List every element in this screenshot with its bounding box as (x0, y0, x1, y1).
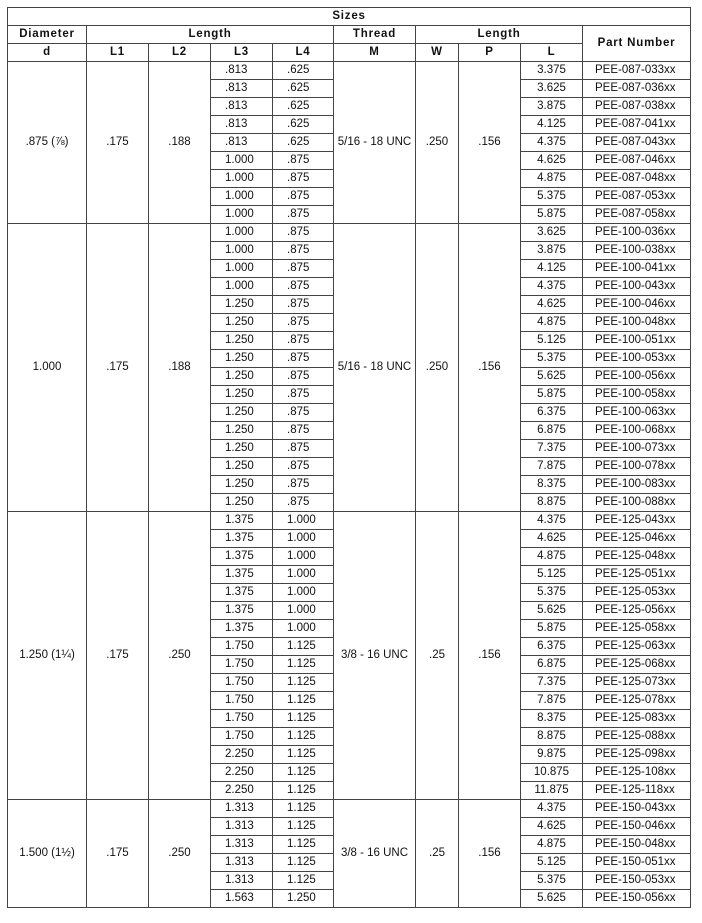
l-cell: 8.875 (521, 728, 583, 746)
l3-cell: 1.250 (211, 386, 273, 404)
l4-cell: .875 (273, 260, 334, 278)
l-cell: 3.875 (521, 242, 583, 260)
diameter-cell: 1.000 (8, 224, 87, 512)
part-number-cell: PEE-125-053xx (583, 584, 691, 602)
l-cell: 5.375 (521, 188, 583, 206)
thread-header: Thread (334, 26, 416, 44)
l-cell: 11.875 (521, 782, 583, 800)
sub-header-l2: L2 (149, 44, 211, 62)
l4-cell: .875 (273, 350, 334, 368)
l-cell: 5.125 (521, 566, 583, 584)
table-row (8, 512, 691, 530)
part-number-cell: PEE-150-048xx (583, 836, 691, 854)
l3-cell: 1.375 (211, 548, 273, 566)
l4-cell: .875 (273, 422, 334, 440)
l3-cell: 1.250 (211, 314, 273, 332)
thread-cell: 5/16 - 18 UNC (334, 224, 416, 512)
part-number-cell: PEE-087-058xx (583, 206, 691, 224)
table-row (8, 224, 691, 242)
l-cell: 4.125 (521, 260, 583, 278)
l3-cell: 2.250 (211, 782, 273, 800)
l-cell: 4.375 (521, 512, 583, 530)
w-cell: .250 (416, 62, 459, 224)
l-cell: 5.125 (521, 854, 583, 872)
l3-cell: 1.313 (211, 818, 273, 836)
l3-cell: 1.250 (211, 458, 273, 476)
sub-header-w: W (416, 44, 459, 62)
part-number-cell: PEE-125-048xx (583, 548, 691, 566)
l4-cell: 1.125 (273, 782, 334, 800)
l1-cell: .175 (87, 800, 149, 908)
l4-cell: 1.125 (273, 656, 334, 674)
part-number-cell: PEE-125-088xx (583, 728, 691, 746)
part-number-cell: PEE-150-056xx (583, 890, 691, 908)
l3-cell: 1.375 (211, 584, 273, 602)
part-number-cell: PEE-087-048xx (583, 170, 691, 188)
l3-cell: 1.250 (211, 476, 273, 494)
l4-cell: .875 (273, 278, 334, 296)
table-body (8, 62, 691, 908)
l3-cell: 1.750 (211, 692, 273, 710)
l-cell: 7.375 (521, 674, 583, 692)
l3-cell: 1.250 (211, 404, 273, 422)
l4-cell: .625 (273, 134, 334, 152)
l3-cell: 1.000 (211, 152, 273, 170)
l-cell: 6.875 (521, 656, 583, 674)
l3-cell: 1.375 (211, 620, 273, 638)
l-cell: 4.125 (521, 116, 583, 134)
part-number-cell: PEE-100-038xx (583, 242, 691, 260)
part-number-cell: PEE-125-083xx (583, 710, 691, 728)
w-cell: .25 (416, 512, 459, 800)
l-cell: 3.375 (521, 62, 583, 80)
thread-cell: 3/8 - 16 UNC (334, 512, 416, 800)
l4-cell: 1.125 (273, 710, 334, 728)
l-cell: 4.875 (521, 836, 583, 854)
l3-cell: 1.250 (211, 422, 273, 440)
part-number-cell: PEE-125-108xx (583, 764, 691, 782)
l3-cell: 1.313 (211, 872, 273, 890)
part-number-cell: PEE-150-051xx (583, 854, 691, 872)
l4-cell: .875 (273, 440, 334, 458)
l3-cell: .813 (211, 62, 273, 80)
l4-cell: 1.125 (273, 764, 334, 782)
part-number-cell: PEE-087-043xx (583, 134, 691, 152)
part-number-cell: PEE-150-043xx (583, 800, 691, 818)
l4-cell: .875 (273, 314, 334, 332)
part-number-cell: PEE-100-083xx (583, 476, 691, 494)
l-cell: 10.875 (521, 764, 583, 782)
l3-cell: .813 (211, 116, 273, 134)
l-cell: 4.375 (521, 278, 583, 296)
part-number-cell: PEE-125-073xx (583, 674, 691, 692)
p-cell: .156 (459, 62, 521, 224)
sub-header-m: M (334, 44, 416, 62)
l4-cell: .875 (273, 404, 334, 422)
l3-cell: .813 (211, 134, 273, 152)
l3-cell: 1.250 (211, 368, 273, 386)
l4-cell: 1.125 (273, 872, 334, 890)
table-header (8, 8, 691, 62)
sub-header-l1: L1 (87, 44, 149, 62)
l3-cell: 1.250 (211, 440, 273, 458)
part-number-cell: PEE-150-046xx (583, 818, 691, 836)
part-number-cell: PEE-125-063xx (583, 638, 691, 656)
part-number-header: Part Number (583, 26, 691, 62)
l3-cell: 1.375 (211, 602, 273, 620)
sub-header-l: L (521, 44, 583, 62)
length-left-header: Length (87, 26, 334, 44)
l3-cell: 1.250 (211, 332, 273, 350)
sub-header-l3: L3 (211, 44, 273, 62)
part-number-cell: PEE-100-048xx (583, 314, 691, 332)
sub-header-l4: L4 (273, 44, 334, 62)
part-number-cell: PEE-100-068xx (583, 422, 691, 440)
part-number-cell: PEE-100-056xx (583, 368, 691, 386)
table-row (8, 800, 691, 818)
l4-cell: .875 (273, 188, 334, 206)
part-number-cell: PEE-087-046xx (583, 152, 691, 170)
l3-cell: 1.313 (211, 836, 273, 854)
l-cell: 5.625 (521, 890, 583, 908)
p-cell: .156 (459, 512, 521, 800)
l3-cell: .813 (211, 98, 273, 116)
l-cell: 5.375 (521, 584, 583, 602)
l4-cell: 1.125 (273, 692, 334, 710)
sizes-table (7, 7, 691, 908)
l4-cell: 1.000 (273, 620, 334, 638)
l3-cell: 1.563 (211, 890, 273, 908)
l-cell: 4.625 (521, 152, 583, 170)
l-cell: 8.375 (521, 476, 583, 494)
l3-cell: 1.000 (211, 224, 273, 242)
l4-cell: .875 (273, 170, 334, 188)
l-cell: 8.875 (521, 494, 583, 512)
part-number-cell: PEE-100-073xx (583, 440, 691, 458)
l3-cell: 2.250 (211, 746, 273, 764)
l-cell: 5.875 (521, 206, 583, 224)
table-row (8, 62, 691, 80)
diameter-cell: 1.500 (1½) (8, 800, 87, 908)
l4-cell: 1.125 (273, 854, 334, 872)
l4-cell: .875 (273, 224, 334, 242)
part-number-cell: PEE-125-058xx (583, 620, 691, 638)
part-number-cell: PEE-125-098xx (583, 746, 691, 764)
w-cell: .25 (416, 800, 459, 908)
l-cell: 5.625 (521, 602, 583, 620)
l-cell: 4.875 (521, 548, 583, 566)
l3-cell: 1.250 (211, 494, 273, 512)
l4-cell: .875 (273, 458, 334, 476)
l4-cell: .875 (273, 386, 334, 404)
part-number-cell: PEE-100-053xx (583, 350, 691, 368)
part-number-cell: PEE-100-058xx (583, 386, 691, 404)
l1-cell: .175 (87, 512, 149, 800)
part-number-cell: PEE-125-078xx (583, 692, 691, 710)
l3-cell: 2.250 (211, 764, 273, 782)
length-right-header: Length (416, 26, 583, 44)
l4-cell: 1.000 (273, 584, 334, 602)
l4-cell: 1.125 (273, 746, 334, 764)
l3-cell: 1.000 (211, 206, 273, 224)
l4-cell: 1.250 (273, 890, 334, 908)
l4-cell: .875 (273, 242, 334, 260)
l-cell: 5.125 (521, 332, 583, 350)
l3-cell: 1.250 (211, 296, 273, 314)
l3-cell: 1.000 (211, 278, 273, 296)
l4-cell: .875 (273, 152, 334, 170)
l2-cell: .188 (149, 224, 211, 512)
l4-cell: 1.125 (273, 836, 334, 854)
part-number-cell: PEE-125-056xx (583, 602, 691, 620)
w-cell: .250 (416, 224, 459, 512)
l3-cell: 1.000 (211, 188, 273, 206)
l4-cell: 1.000 (273, 530, 334, 548)
l4-cell: 1.000 (273, 602, 334, 620)
part-number-cell: PEE-125-046xx (583, 530, 691, 548)
l-cell: 8.375 (521, 710, 583, 728)
l4-cell: .875 (273, 476, 334, 494)
thread-cell: 3/8 - 16 UNC (334, 800, 416, 908)
diameter-header: Diameter (8, 26, 87, 44)
l4-cell: .875 (273, 332, 334, 350)
l-cell: 4.375 (521, 800, 583, 818)
l4-cell: .625 (273, 62, 334, 80)
l3-cell: 1.375 (211, 512, 273, 530)
l-cell: 7.875 (521, 692, 583, 710)
part-number-cell: PEE-087-033xx (583, 62, 691, 80)
part-number-cell: PEE-087-041xx (583, 116, 691, 134)
l4-cell: 1.125 (273, 728, 334, 746)
l4-cell: .875 (273, 296, 334, 314)
l-cell: 6.875 (521, 422, 583, 440)
l4-cell: .625 (273, 116, 334, 134)
p-cell: .156 (459, 224, 521, 512)
l2-cell: .250 (149, 512, 211, 800)
part-number-cell: PEE-087-053xx (583, 188, 691, 206)
l1-cell: .175 (87, 62, 149, 224)
l3-cell: 1.750 (211, 674, 273, 692)
part-number-cell: PEE-125-043xx (583, 512, 691, 530)
l4-cell: .875 (273, 494, 334, 512)
part-number-cell: PEE-100-041xx (583, 260, 691, 278)
part-number-cell: PEE-125-118xx (583, 782, 691, 800)
l3-cell: 1.750 (211, 638, 273, 656)
part-number-cell: PEE-100-036xx (583, 224, 691, 242)
table-title: Sizes (8, 8, 691, 26)
l-cell: 5.625 (521, 368, 583, 386)
part-number-cell: PEE-125-051xx (583, 566, 691, 584)
l2-cell: .188 (149, 62, 211, 224)
p-cell: .156 (459, 800, 521, 908)
l3-cell: 1.750 (211, 656, 273, 674)
part-number-cell: PEE-125-068xx (583, 656, 691, 674)
l-cell: 4.375 (521, 134, 583, 152)
l4-cell: 1.125 (273, 638, 334, 656)
l-cell: 5.875 (521, 620, 583, 638)
l-cell: 5.875 (521, 386, 583, 404)
l-cell: 4.625 (521, 530, 583, 548)
l4-cell: .625 (273, 98, 334, 116)
l4-cell: 1.125 (273, 674, 334, 692)
l-cell: 7.875 (521, 458, 583, 476)
l-cell: 4.625 (521, 818, 583, 836)
l-cell: 6.375 (521, 638, 583, 656)
l-cell: 5.375 (521, 872, 583, 890)
part-number-cell: PEE-087-038xx (583, 98, 691, 116)
part-number-cell: PEE-100-046xx (583, 296, 691, 314)
part-number-cell: PEE-150-053xx (583, 872, 691, 890)
l4-cell: 1.125 (273, 800, 334, 818)
l3-cell: 1.375 (211, 566, 273, 584)
l3-cell: 1.000 (211, 242, 273, 260)
diameter-cell: 1.250 (1¼) (8, 512, 87, 800)
l-cell: 6.375 (521, 404, 583, 422)
l-cell: 9.875 (521, 746, 583, 764)
l4-cell: 1.000 (273, 512, 334, 530)
part-number-cell: PEE-100-088xx (583, 494, 691, 512)
l-cell: 3.875 (521, 98, 583, 116)
l-cell: 3.625 (521, 224, 583, 242)
l1-cell: .175 (87, 224, 149, 512)
thread-cell: 5/16 - 18 UNC (334, 62, 416, 224)
l3-cell: 1.313 (211, 800, 273, 818)
l-cell: 7.375 (521, 440, 583, 458)
l-cell: 4.875 (521, 314, 583, 332)
sub-header-d: d (8, 44, 87, 62)
part-number-cell: PEE-100-063xx (583, 404, 691, 422)
l4-cell: 1.000 (273, 548, 334, 566)
l3-cell: 1.250 (211, 350, 273, 368)
l-cell: 3.625 (521, 80, 583, 98)
part-number-cell: PEE-087-036xx (583, 80, 691, 98)
l-cell: 4.875 (521, 170, 583, 188)
l4-cell: 1.000 (273, 566, 334, 584)
l3-cell: 1.313 (211, 854, 273, 872)
l-cell: 4.625 (521, 296, 583, 314)
l3-cell: 1.000 (211, 170, 273, 188)
part-number-cell: PEE-100-043xx (583, 278, 691, 296)
sub-header-p: P (459, 44, 521, 62)
l3-cell: .813 (211, 80, 273, 98)
l3-cell: 1.750 (211, 728, 273, 746)
part-number-cell: PEE-100-078xx (583, 458, 691, 476)
l-cell: 5.375 (521, 350, 583, 368)
l2-cell: .250 (149, 800, 211, 908)
l3-cell: 1.000 (211, 260, 273, 278)
diameter-cell: .875 (⅞) (8, 62, 87, 224)
l4-cell: .875 (273, 368, 334, 386)
l3-cell: 1.750 (211, 710, 273, 728)
l4-cell: .625 (273, 80, 334, 98)
l4-cell: 1.125 (273, 818, 334, 836)
l4-cell: .875 (273, 206, 334, 224)
l3-cell: 1.375 (211, 530, 273, 548)
part-number-cell: PEE-100-051xx (583, 332, 691, 350)
